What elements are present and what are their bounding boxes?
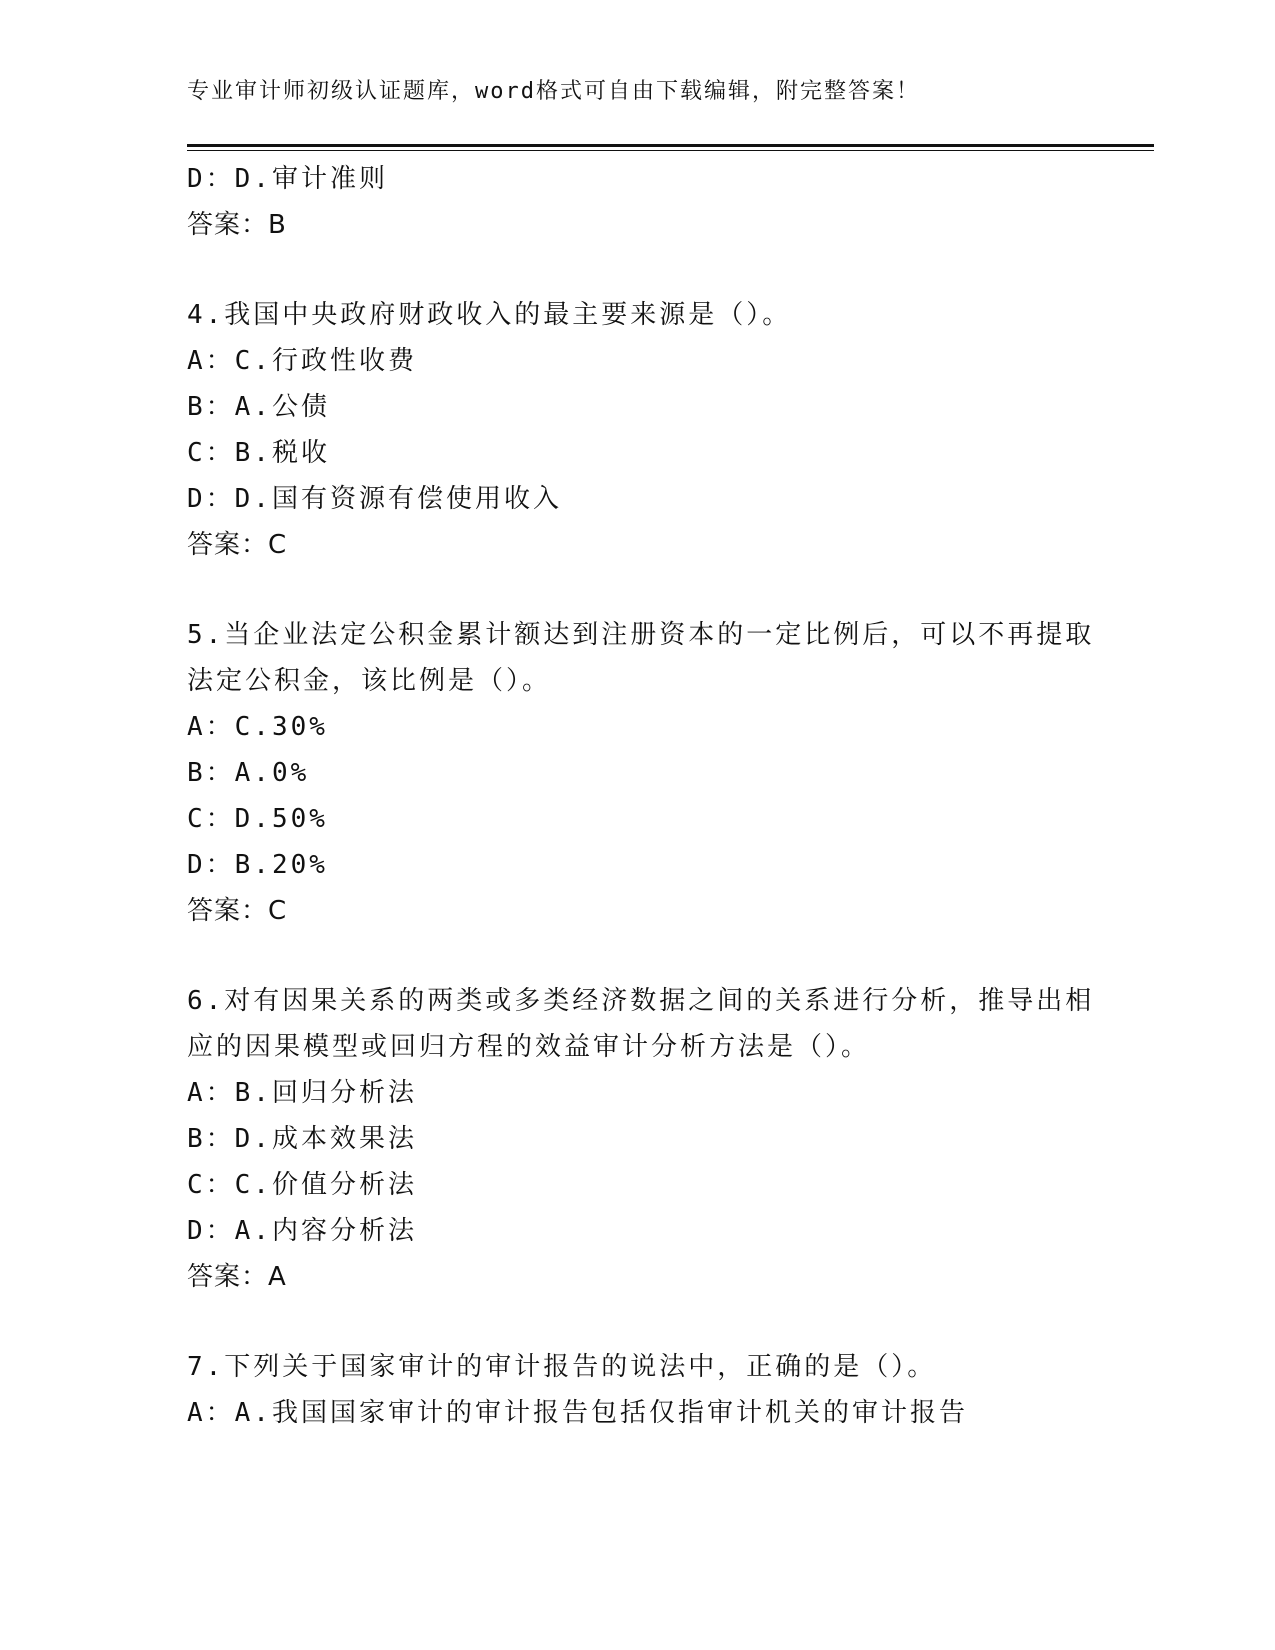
question-stem: 6.对有因果关系的两类或多类经济数据之间的关系进行分析，推导出相应的因果模型或回归方程的效益审计分析方法是（）。 bbox=[187, 986, 1095, 1062]
option-d: D：D.审计准则 bbox=[187, 164, 388, 194]
question-stem: 4.我国中央政府财政收入的最主要来源是（）。 bbox=[187, 300, 792, 330]
page-header: 专业审计师初级认证题库，word格式可自由下载编辑，附完整答案！ bbox=[187, 79, 920, 104]
option-d: D：D.国有资源有偿使用收入 bbox=[187, 484, 562, 514]
option-a: A：C.行政性收费 bbox=[187, 346, 417, 376]
option-c: C：D.50% bbox=[187, 804, 328, 834]
option-a: A：A.我国国家审计的审计报告包括仅指审计机关的审计报告 bbox=[187, 1398, 968, 1428]
option-d: D：B.20% bbox=[187, 850, 328, 880]
question-5 bbox=[187, 612, 1117, 934]
option-a: A：C.30% bbox=[187, 712, 328, 742]
answer-line: 答案：A bbox=[187, 1262, 287, 1292]
option-a: A：B.回归分析法 bbox=[187, 1078, 417, 1108]
header-rule-thick bbox=[187, 144, 1154, 147]
question-content bbox=[187, 156, 1117, 1436]
option-b: B：A.公债 bbox=[187, 392, 330, 422]
answer-line: 答案：B bbox=[187, 210, 287, 240]
option-d: D：A.内容分析法 bbox=[187, 1216, 417, 1246]
option-b: B：D.成本效果法 bbox=[187, 1124, 417, 1154]
question-stem: 5.当企业法定公积金累计额达到注册资本的一定比例后，可以不再提取法定公积金，该比例是（）。 bbox=[187, 620, 1095, 696]
option-b: B：A.0% bbox=[187, 758, 310, 788]
option-c: C：B.税收 bbox=[187, 438, 330, 468]
option-c: C：C.价值分析法 bbox=[187, 1170, 417, 1200]
question-7 bbox=[187, 1344, 1117, 1436]
question-4 bbox=[187, 292, 1117, 568]
question-6 bbox=[187, 978, 1117, 1300]
question-stem: 7.下列关于国家审计的审计报告的说法中，正确的是（）。 bbox=[187, 1352, 937, 1382]
answer-line: 答案：C bbox=[187, 530, 288, 560]
header-rule-thin bbox=[187, 150, 1154, 151]
answer-line: 答案：C bbox=[187, 896, 288, 926]
